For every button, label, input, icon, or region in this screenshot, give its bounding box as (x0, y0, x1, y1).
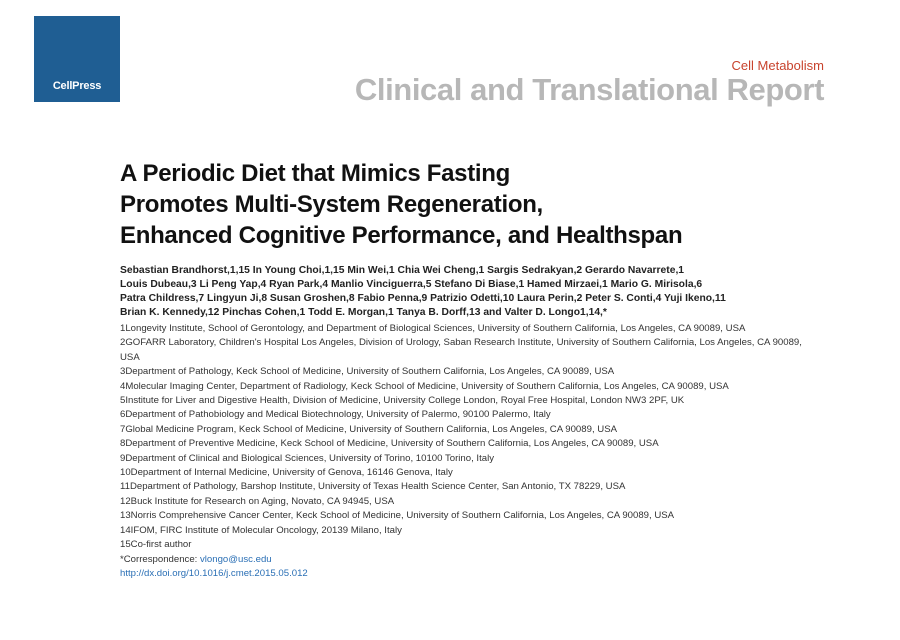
affiliation-item: 3Department of Pathology, Keck School of Medicine, University of Southern California, Los Angeles, CA 90089, USA (120, 366, 615, 378)
affiliation-item: 8Department of Preventive Medicine, Keck School of Medicine, University of Southern California, Los Angeles, CA 90089, USA (120, 438, 659, 450)
affiliation-item: 7Global Medicine Program, Keck School of Medicine, University of Southern California, Los Angeles, CA 90089, USA (120, 423, 618, 435)
author-list (120, 264, 838, 320)
doi-link[interactable]: http://dx.doi.org/10.1016/j.cmet.2015.05.012 (120, 567, 308, 579)
title-line: A Periodic Diet that Mimics Fasting (120, 160, 511, 187)
report-type-heading: Clinical and Translational Report (354, 72, 824, 107)
affiliation-item: 5Institute for Liver and Digestive Health, Division of Medicine, University College London, Royal Free Hospital, London NW3 2PF, UK (120, 395, 685, 407)
correspondence (120, 553, 820, 567)
author-line: Louis Dubeau,3 Li Peng Yap,4 Ryan Park,4 Manlio Vinciguerra,5 Stefano Di Biase,1 Hamed Mirzaei,1 Mario G. Mirisola,6 (120, 279, 703, 290)
title-line: Enhanced Cognitive Performance, and Healthspan (120, 222, 683, 249)
correspondence-email-link[interactable]: vlongo@usc.edu (200, 553, 272, 565)
author-line: Patra Childress,7 Lingyun Ji,8 Susan Groshen,8 Fabio Penna,9 Patrizio Odetti,10 Laura Perin,2 Peter S. Conti,4 Yuji Ikeno,11 (120, 293, 726, 304)
author-line: Sebastian Brandhorst,1,15 In Young Choi,1,15 Min Wei,1 Chia Wei Cheng,1 Sargis Sedrakyan,2 Gerardo Navarrete,1 (120, 265, 685, 276)
title-line: Promotes Multi-System Regeneration, (120, 191, 543, 218)
affiliation-item: 10Department of Internal Medicine, University of Genova, 16146 Genova, Italy (120, 467, 453, 479)
affiliation-item: 1Longevity Institute, School of Gerontology, and Department of Biological Sciences, University of Southern California, Los Angeles, CA 90089, USA (120, 323, 746, 334)
publisher-logo-text: CellPress (52, 80, 102, 92)
cellpress-logo (34, 16, 120, 102)
affiliation-item: 11Department of Pathology, Barshop Institute, University of Texas Health Science Center, San Antonio, TX 78229, USA (120, 481, 626, 493)
affiliation-item: 4Molecular Imaging Center, Department of Radiology, Keck School of Medicine, University of Southern California, Los Angeles, CA 90089, USA (120, 380, 729, 392)
affiliation-item: 12Buck Institute for Research on Aging, Novato, CA 94945, USA (120, 495, 395, 507)
affiliation-item: 14IFOM, FIRC Institute of Molecular Oncology, 20139 Milano, Italy (120, 524, 402, 536)
article-title (120, 158, 820, 251)
affiliation-item: 9Department of Clinical and Biological Sciences, University of Torino, 10100 Torino, Italy (120, 452, 494, 464)
affiliation-item: 6Department of Pathobiology and Medical Biotechnology, University of Palermo, 90100 Palermo, Italy (120, 409, 551, 421)
affiliation-item: 2GOFARR Laboratory, Children's Hospital Los Angeles, Division of Urology, Saban Research Institute, University of Southern California, Los Angeles, CA 90089, USA (120, 337, 802, 363)
affiliation-list (120, 322, 820, 581)
correspondence-label: *Correspondence: (120, 553, 200, 565)
journal-name: Cell Metabolism (731, 58, 824, 73)
affiliation-item: 13Norris Comprehensive Cancer Center, Keck School of Medicine, University of Southern California, Los Angeles, CA 90089, USA (120, 510, 675, 522)
affiliation-item: 15Co-first author (120, 539, 192, 551)
author-line: Brian K. Kennedy,12 Pinchas Cohen,1 Todd E. Morgan,1 Tanya B. Dorff,13 and Valter D. Longo1,14,* (120, 307, 607, 318)
